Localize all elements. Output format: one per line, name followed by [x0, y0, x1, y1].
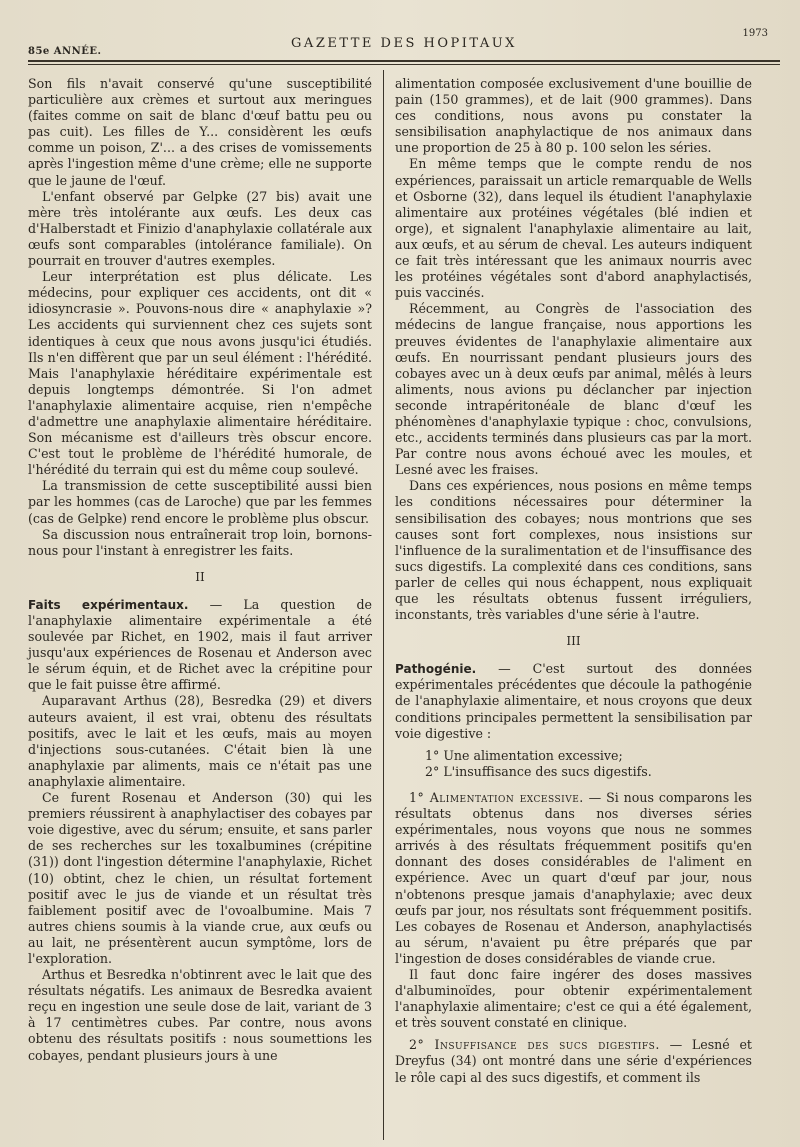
section-number: III — [566, 634, 581, 649]
paragraph: Il faut donc faire ingérer des doses massives d'albuminoïdes, pour obtenir expérimentalement l'anaphylaxie alimentaire; c'est ce qui a été également, et très souvent constaté en clinique. — [395, 966, 752, 1031]
header-rule-thick — [28, 60, 780, 62]
paragraph: Récemment, au Congrès de l'association des médecins de langue française, nous apportions les preuves évidentes de l'anaphylaxie alimentaire aux œufs. En nourrissant pendant plusieurs jours des cobayes avec un à deux œufs par animal, mêlés à leurs aliments, nous avions pu déclancher par injection seconde intrapéritonéale de blanc d'œuf les phénomènes d'anaphylaxie typique : choc, convulsions, etc., accidents terminés dans plusieurs cas par la mort. Par contre nous avons échoué avec les moules, et Lesné avec les fraises. — [395, 301, 752, 478]
right-column — [395, 76, 752, 1086]
paragraph-text: — Lesné et Dreyfus (34) ont montré dans une série d'expériences le rôle capi al des sucs digestifs, et comment ils — [395, 1037, 752, 1085]
paragraph: La transmission de cette susceptibilité aussi bien par les hommes (cas de Laroche) que par les femmes (cas de Gelpke) rend encore le problème plus obscur. — [28, 478, 372, 526]
left-column — [28, 76, 372, 1064]
section-heading: Faits expérimentaux. — [28, 597, 189, 612]
subsection-heading: 2° Insuffisance des sucs digestifs. — [409, 1037, 660, 1053]
section-number: II — [195, 569, 205, 584]
paragraph: En même temps que le compte rendu de nos expériences, paraissait un article remarquable de Wells et Osborne (32), dans lequel ils étudient l'anaphylaxie alimentaire aux protéines végétales (blé indien et orge), et signalent l'anaphylaxie alimentaire au lait, aux œufs, et au sérum de cheval. Les auteurs indiquent ce fait très intéressant que les animaux nourris avec les protéines végétales sont d'abord anaphylactisés, puis vaccinés. — [395, 156, 752, 301]
header-rule-thin — [28, 64, 780, 65]
list-item: 2° L'insuffisance des sucs digestifs. — [425, 763, 652, 779]
paragraph: Son fils n'avait conservé qu'une susceptibilité particulière aux crèmes et surtout aux meringues (faites comme on sait de blanc d'œuf battu peu ou pas cuit). Les filles de Y... considèrent les œufs comme un poison, Z'... a des crises de vomissements après l'ingestion même d'une crème; elle ne supporte que le jaune de l'œuf. — [28, 76, 372, 188]
subsection-heading: 1° Alimentation excessive. — [409, 789, 584, 805]
paragraph-text: — La question de l'anaphylaxie alimentaire expérimentale a été soulevée par Richet, en 1902, mais il faut arriver jusqu'aux expériences de Rosenau et Anderson avec le sérum équin, et de Richet avec la crépitine pour que le fait puisse être affirmé. — [28, 596, 372, 693]
section-heading: Pathogénie. — [395, 662, 477, 677]
paragraph: Dans ces expériences, nous posions en même temps les conditions nécessaires pour déterminer la sensibilisation des cobayes; nous montrions que ses causes sont fort complexes, nous insistions sur l'influence de la suralimentation et de l'insuffisance des sucs digestifs. La complexité dans ces conditions, sans parler de celles qui nous échappent, nous expliquait que les résultats obtenus fussent irréguliers, inconstants, très variables d'une série à l'autre. — [395, 478, 752, 623]
paragraph-text: — Si nous comparons les résultats obtenus dans nos diverses séries expérimentales, nous voyons que nous ne sommes arrivés à des résultats fréquemment positifs qu'en donnant des doses considérables de l'aliment en expérience. Avec un quart d'œuf par jour, nous n'obtenons presque jamais d'anaphylaxie; avec deux œufs par jour, nos résultats sont fréquemment positifs. Les cobayes de Rosenau et Anderson, anaphylactisés au sérum, n'avaient pu être préparés que par l'ingestion de doses considérables de viande crue. — [395, 789, 752, 966]
year-of-publication: 85e ANNÉE. — [28, 46, 102, 57]
page-header — [28, 28, 780, 68]
paragraph: Auparavant Arthus (28), Besredka (29) et divers auteurs avaient, il est vrai, obtenu des résultats positifs, avec le lait et les œufs, mais au moyen d'injections sous-cutanées. C'était bien là une anaphylaxie par aliments, mais ce n'était pas une anaphylaxie alimentaire. — [28, 693, 372, 789]
paragraph-alimentation — [395, 790, 752, 967]
column-divider — [383, 70, 384, 1140]
list-item: 1° Une alimentation excessive; — [425, 747, 623, 763]
paragraph-pathogenie — [395, 661, 752, 741]
paragraph: Sa discussion nous entraînerait trop loin, bornons-nous pour l'instant à enregistrer les faits. — [28, 526, 372, 558]
journal-title: GAZETTE DES HOPITAUX — [291, 36, 517, 51]
paragraph: Ce furent Rosenau et Anderson (30) qui les premiers réussirent à anaphylactiser des cobayes par voie digestive, avec du sérum; ensuite, et sans parler de ses recherches sur les toxalbumines (crépitine (31)) dont l'ingestion détermine l'anaphylaxie, Richet (10) obtint, chez le chien, un résultat fortement positif avec le jus de viande et un résultat très faiblement positif avec de l'ovoalbumine. Mais 7 autres chiens soumis à la viande crue, aux œufs ou au lait, ne présentèrent aucun symptôme, lors de l'exploration. — [28, 790, 372, 966]
paragraph: alimentation composée exclusivement d'une bouillie de pain (150 grammes), et de lait (900 grammes). Dans ces conditions, nous avons pu constater la sensibilisation anaphylactique de nos animaux dans une proportion de 25 à 80 p. 100 selon les séries. — [395, 76, 752, 156]
paragraph-insuffisance — [395, 1037, 752, 1085]
paragraph-faits — [28, 597, 372, 694]
conditions-list — [395, 748, 752, 780]
page-number: 1973 — [742, 28, 768, 39]
paragraph: Arthus et Besredka n'obtinrent avec le lait que des résultats négatifs. Les animaux de Besredka avaient reçu en ingestion une seule dose de lait, variant de 3 à 17 centimètres cubes. Par contre, nous avons obtenu des résultats positifs : nous soumettions les cobayes, pendant plusieurs jours à une — [28, 967, 372, 1063]
paragraph-text: — C'est surtout des données expérimentales précédentes que découle la pathogénie de l'anaphylaxie alimentaire, et nous croyons que deux conditions principales permettent la sensibilisation par voie digestive : — [395, 661, 752, 741]
paragraph: Leur interprétation est plus délicate. Les médecins, pour expliquer ces accidents, ont dit « idiosyncrasie ». Pouvons-nous dire « anaphylaxie »? Les accidents qui surviennent chez ces sujets sont identiques à ceux que nous avons jusqu'ici étudiés. Ils n'en diffèrent que par un seul élément : l'hérédité. Mais l'anaphylaxie héréditaire expérimentale est depuis longtemps démontrée. Si l'on admet l'anaphylaxie alimentaire acquise, rien n'empêche d'admettre une anaphylaxie alimentaire héréditaire. Son mécanisme est d'ailleurs très obscur encore. C'est tout le problème de l'hérédité humorale, de l'hérédité du terrain qui est du même coup soulevé. — [28, 269, 372, 478]
paragraph: L'enfant observé par Gelpke (27 bis) avait une mère très intolérante aux œufs. Les deux cas d'Halberstadt et Finizio d'anaphylaxie collatérale aux œufs sont comparables (intolérance familiale). On pourrait en trouver d'autres exemples. — [28, 188, 372, 269]
